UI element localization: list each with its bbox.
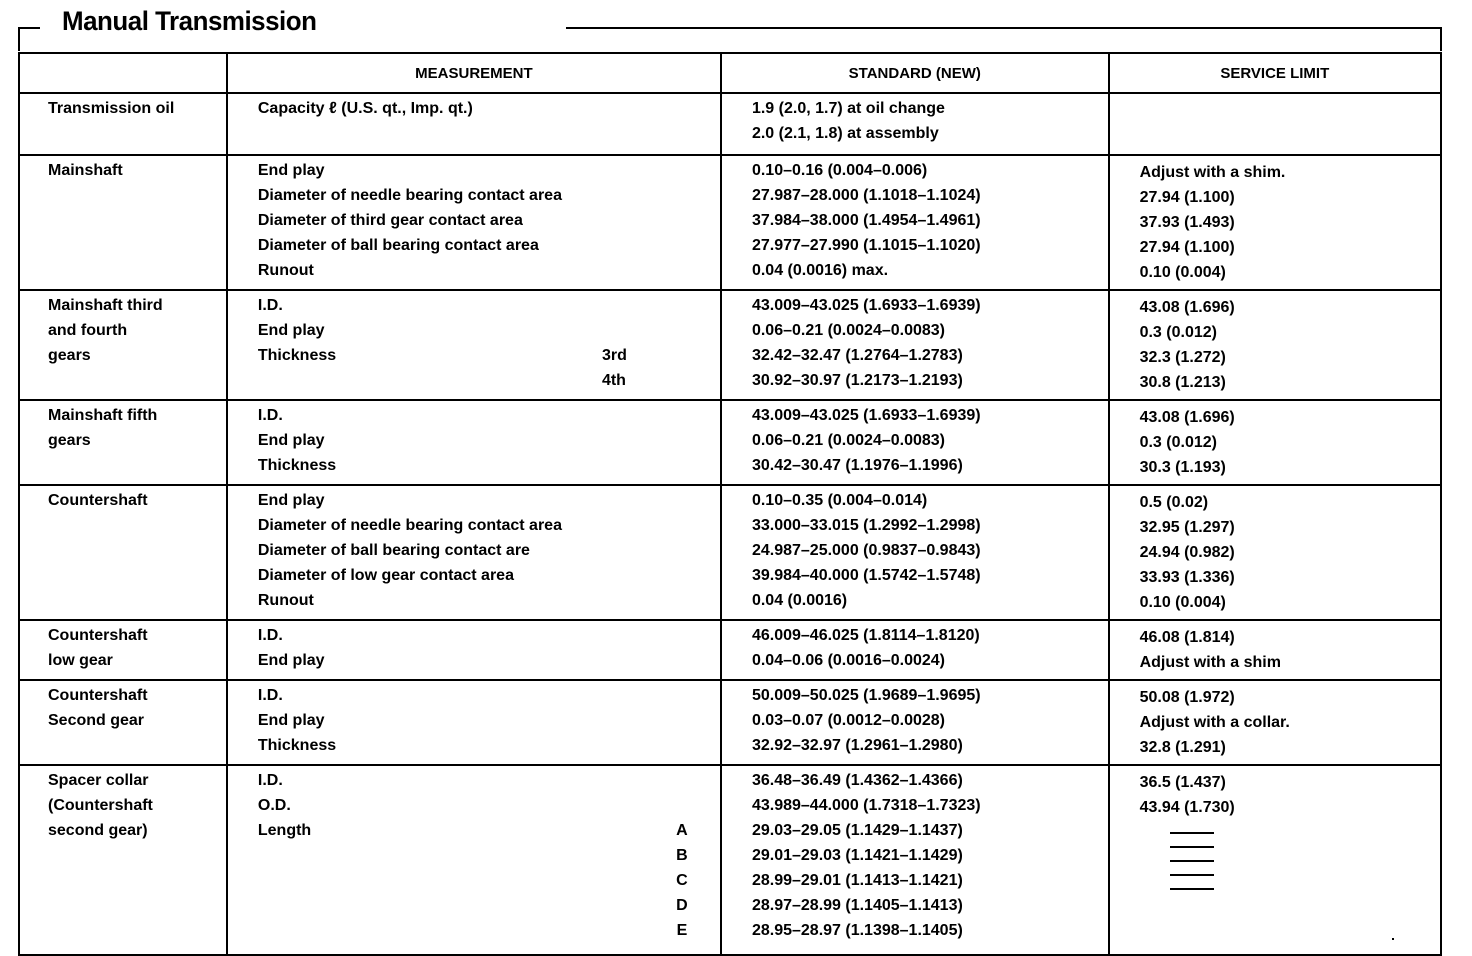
length-variant-letter: E [676, 922, 688, 939]
measurement-label: Diameter of third gear contact area [257, 212, 523, 229]
table-row [19, 620, 1441, 680]
standard-value: 29.03–29.05 (1.1429–1.1437) [751, 822, 963, 839]
standard-value: 32.42–32.47 (1.2764–1.2783) [751, 347, 963, 364]
standard-cell [721, 400, 1109, 485]
measurement-label: Thickness [257, 347, 337, 364]
standard-value: 30.42–30.47 (1.1976–1.1996) [751, 457, 963, 474]
component-cell [19, 155, 227, 290]
measurement-variant [672, 893, 720, 918]
service-limit-cell [1109, 155, 1441, 290]
measurement-label: Diameter of low gear contact area [257, 567, 514, 584]
service-limit-value: 24.94 (0.982) [1139, 544, 1235, 561]
standard-value: 39.984–40.000 (1.5742–1.5748) [751, 567, 981, 584]
standard-value: 28.95–28.97 (1.1398–1.1405) [751, 922, 963, 939]
component-name: Mainshaft [48, 162, 123, 179]
not-applicable-dash [1170, 874, 1214, 876]
header-service-limit: SERVICE LIMIT [1109, 53, 1441, 93]
service-limit-value: Adjust with a collar. [1139, 714, 1290, 731]
standard-value: 30.92–30.97 (1.2173–1.2193) [751, 372, 963, 389]
standard-value: 43.009–43.025 (1.6933–1.6939) [751, 407, 981, 424]
measurement-cell [227, 765, 721, 955]
standard-value: 0.10–0.16 (0.004–0.006) [751, 162, 928, 179]
measurement-variant [672, 843, 720, 868]
measurement-label: Runout [257, 262, 314, 279]
header-row [19, 53, 1441, 93]
service-limit-value: 46.08 (1.814) [1139, 629, 1235, 646]
measurement-label: I.D. [257, 627, 283, 644]
measurement-variant [672, 918, 720, 943]
service-limit-value: 43.08 (1.696) [1139, 299, 1235, 316]
measurement-label: End play [257, 322, 325, 339]
component-name: low gear [48, 652, 113, 669]
measurement-label: End play [257, 492, 325, 509]
measurement-cell [227, 93, 721, 155]
service-limit-value: 0.5 (0.02) [1139, 494, 1209, 511]
scan-mark [1392, 938, 1394, 940]
service-limit-cell [1109, 400, 1441, 485]
component-name: gears [48, 347, 91, 364]
spec-table-body [19, 93, 1441, 955]
standard-value: 27.977–27.990 (1.1015–1.1020) [751, 237, 981, 254]
measurement-label: I.D. [257, 407, 283, 424]
standard-cell [721, 93, 1109, 155]
measurement-line [258, 868, 720, 893]
spec-table [18, 52, 1442, 956]
standard-cell [721, 620, 1109, 680]
standard-value: 33.000–33.015 (1.2992–1.2998) [751, 517, 981, 534]
measurement-label: Diameter of needle bearing contact area [257, 187, 562, 204]
measurement-line [258, 918, 720, 943]
measurement-cell [227, 290, 721, 400]
service-limit-value: 27.94 (1.100) [1139, 239, 1235, 256]
measurement-label: Diameter of ball bearing contact are [257, 542, 530, 559]
component-name: second gear) [48, 822, 148, 839]
measurement-line [258, 893, 720, 918]
component-name: Spacer collar [48, 772, 149, 789]
standard-value: 0.04 (0.0016) [751, 592, 848, 609]
service-limit-value: 0.10 (0.004) [1139, 594, 1226, 611]
service-limit-cell [1109, 765, 1441, 955]
standard-value: 32.92–32.97 (1.2961–1.2980) [751, 737, 963, 754]
service-limit-cell [1109, 620, 1441, 680]
measurement-label: Diameter of needle bearing contact area [257, 517, 562, 534]
table-row [19, 485, 1441, 620]
measurement-variant [672, 818, 720, 843]
standard-value: 0.04–0.06 (0.0016–0.0024) [751, 652, 946, 669]
service-limit-value: 0.3 (0.012) [1139, 434, 1217, 451]
measurement-label: I.D. [257, 687, 283, 704]
length-variant-letter: A [676, 822, 688, 839]
service-limit-cell [1109, 93, 1441, 155]
standard-value: 50.009–50.025 (1.9689–1.9695) [751, 687, 981, 704]
standard-value: 1.9 (2.0, 1.7) at oil change [751, 100, 945, 117]
component-cell [19, 765, 227, 955]
measurement-line [258, 843, 720, 868]
standard-value: 29.01–29.03 (1.1421–1.1429) [751, 847, 963, 864]
gear-label: 4th [601, 372, 626, 389]
service-limit-value: 0.3 (0.012) [1139, 324, 1217, 341]
standard-value: 27.987–28.000 (1.1018–1.1024) [751, 187, 981, 204]
service-limit-value: 0.10 (0.004) [1139, 264, 1226, 281]
standard-value: 46.009–46.025 (1.8114–1.8120) [751, 627, 980, 644]
standard-value: 43.989–44.000 (1.7318–1.7323) [751, 797, 981, 814]
title-rule-left [18, 27, 40, 29]
table-row [19, 93, 1441, 155]
measurement-variant [602, 368, 662, 393]
table-row [19, 155, 1441, 290]
measurement-label: I.D. [257, 772, 283, 789]
service-limit-value: 32.8 (1.291) [1139, 739, 1226, 756]
component-cell [19, 485, 227, 620]
service-limit-value: Adjust with a shim. [1139, 164, 1286, 181]
header-standard: STANDARD (NEW) [721, 53, 1109, 93]
service-limit-value: 36.5 (1.437) [1139, 774, 1226, 791]
table-row [19, 765, 1441, 955]
measurement-variant [602, 343, 662, 368]
service-limit-value: 43.94 (1.730) [1139, 799, 1235, 816]
measurement-label: Diameter of ball bearing contact area [257, 237, 539, 254]
measurement-variant [672, 868, 720, 893]
component-name: Countershaft [48, 627, 148, 644]
component-name: Second gear [48, 712, 145, 729]
standard-value: 28.99–29.01 (1.1413–1.1421) [751, 872, 963, 889]
component-name: (Countershaft [48, 797, 153, 814]
service-limit-value: 43.08 (1.696) [1139, 409, 1235, 426]
service-limit-value: Adjust with a shim [1139, 654, 1281, 671]
gear-label: 3rd [601, 347, 627, 364]
service-limit-value: 50.08 (1.972) [1139, 689, 1235, 706]
standard-value: 28.97–28.99 (1.1405–1.1413) [751, 897, 963, 914]
service-limit-value: 33.93 (1.336) [1139, 569, 1235, 586]
measurement-cell [227, 680, 721, 765]
standard-value: 37.984–38.000 (1.4954–1.4961) [751, 212, 981, 229]
standard-value: 43.009–43.025 (1.6933–1.6939) [751, 297, 981, 314]
measurement-label: O.D. [257, 797, 291, 814]
measurement-line [258, 368, 720, 393]
page-title: Manual Transmission [62, 6, 317, 36]
component-cell [19, 400, 227, 485]
component-cell [19, 290, 227, 400]
measurement-label: I.D. [257, 297, 283, 314]
component-name: and fourth [48, 322, 128, 339]
standard-value: 24.987–25.000 (0.9837–0.9843) [751, 542, 981, 559]
not-applicable-dash [1170, 860, 1214, 862]
standard-value: 0.06–0.21 (0.0024–0.0083) [751, 432, 946, 449]
length-variant-letter: B [676, 847, 688, 864]
component-name: Countershaft [48, 687, 148, 704]
measurement-label: Length [257, 822, 312, 839]
length-variant-letter: D [676, 897, 688, 914]
measurement-label: Thickness [257, 457, 337, 474]
component-name: Mainshaft fifth [48, 407, 158, 424]
standard-value: 0.10–0.35 (0.004–0.014) [751, 492, 928, 509]
service-limit-value: 30.3 (1.193) [1139, 459, 1226, 476]
measurement-cell [227, 155, 721, 290]
measurement-cell [227, 620, 721, 680]
service-limit-value: 32.3 (1.272) [1139, 349, 1226, 366]
standard-cell [721, 765, 1109, 955]
length-variant-letter: C [676, 872, 688, 889]
standard-cell [721, 155, 1109, 290]
standard-value: 0.04 (0.0016) max. [751, 262, 889, 279]
standard-value: 2.0 (2.1, 1.8) at assembly [751, 125, 939, 142]
header-measurement: MEASUREMENT [227, 53, 721, 93]
measurement-label: End play [257, 162, 325, 179]
not-applicable-dash [1170, 832, 1214, 834]
service-limit-value: 30.8 (1.213) [1139, 374, 1226, 391]
standard-cell [721, 680, 1109, 765]
service-limit-cell [1109, 290, 1441, 400]
title-rule-right-tick [1440, 27, 1442, 51]
service-limit-value: 37.93 (1.493) [1139, 214, 1235, 231]
not-applicable-dash [1170, 888, 1214, 890]
component-name: Transmission oil [48, 100, 175, 117]
standard-value: 36.48–36.49 (1.4362–1.4366) [751, 772, 963, 789]
standard-cell [721, 485, 1109, 620]
service-limit-cell [1109, 485, 1441, 620]
service-limit-value: 27.94 (1.100) [1139, 189, 1235, 206]
table-row [19, 290, 1441, 400]
title-rule-right [566, 27, 1442, 29]
not-applicable-dash [1170, 846, 1214, 848]
measurement-label: Capacity ℓ (U.S. qt., Imp. qt.) [257, 100, 473, 117]
measurement-cell [227, 400, 721, 485]
standard-value: 0.03–0.07 (0.0012–0.0028) [751, 712, 946, 729]
component-cell [19, 93, 227, 155]
component-name: Countershaft [48, 492, 148, 509]
measurement-label: End play [257, 432, 325, 449]
measurement-cell [227, 485, 721, 620]
measurement-label: End play [257, 652, 325, 669]
table-row [19, 680, 1441, 765]
component-name: gears [48, 432, 91, 449]
service-limit-value: 32.95 (1.297) [1139, 519, 1235, 536]
standard-value: 0.06–0.21 (0.0024–0.0083) [751, 322, 946, 339]
measurement-line [258, 818, 720, 843]
component-cell [19, 680, 227, 765]
measurement-line [258, 343, 720, 368]
service-limit-cell [1109, 680, 1441, 765]
component-name: Mainshaft third [48, 297, 163, 314]
measurement-label: Runout [257, 592, 314, 609]
component-cell [19, 620, 227, 680]
table-row [19, 400, 1441, 485]
title-rule-left-tick [18, 27, 20, 51]
standard-cell [721, 290, 1109, 400]
measurement-label: End play [257, 712, 325, 729]
measurement-label: Thickness [257, 737, 337, 754]
header-component [19, 53, 227, 93]
